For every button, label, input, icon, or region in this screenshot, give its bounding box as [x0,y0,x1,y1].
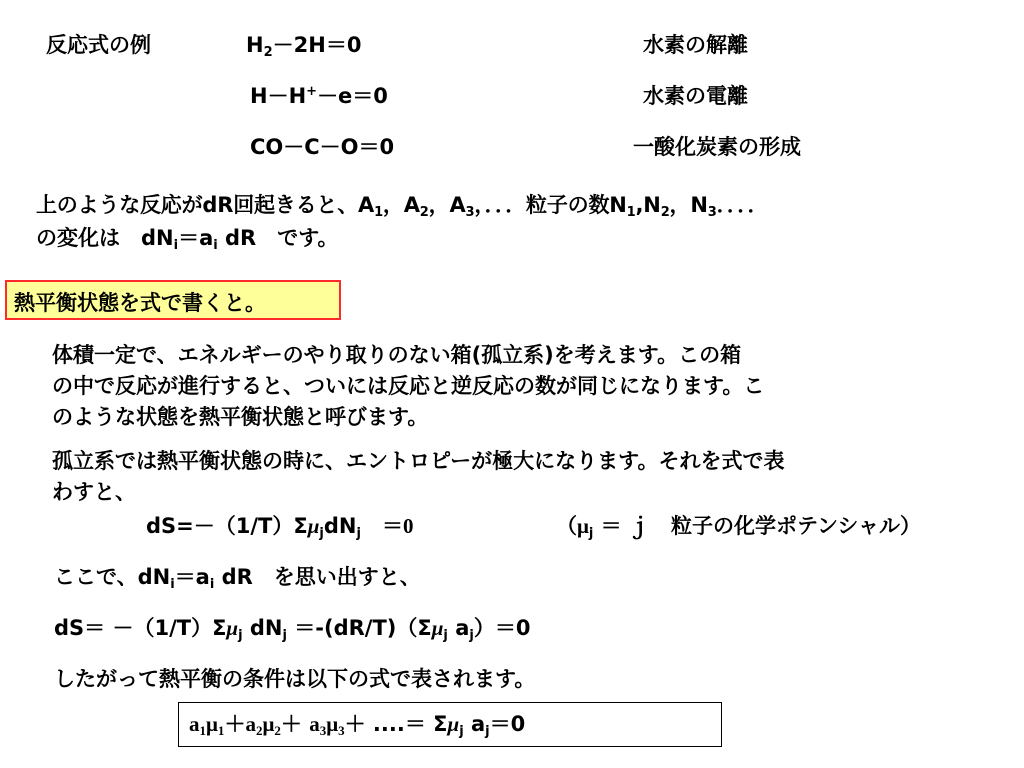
entropy-equation-expanded: $dS= -(1/T)\Sigma\mu_j$ $dN_j =-(dR/T)(\Sigma\mu_j$ $a_j)=0$ [54,616,531,643]
reaction-equation-3: CO－C－O＝0 [250,135,395,159]
para1-line2: の変化は $dN_i=a_i$ dR です。 [36,226,339,253]
para1-line1: 上のような反応がdR回起きると、$A_1$，$A_2$，$A_3$，．．．粒子の数$N_1,N_2$，$N_3$．．．． [36,193,769,220]
reaction-name-1: 水素の解離 [643,33,748,57]
equilibrium-condition-equation: $a_1\mu_1+a_2\mu_2+ a_3\mu_3+$ ....＝ $\Sigma\mu_j$ $a_j=0$ [189,712,526,739]
reaction-name-3: 一酸化炭素の形成 [633,135,801,159]
para2-line2: の中で反応が進行すると、ついには反応と逆反応の数が同じになります。こ [52,374,765,398]
reaction-heading: 反応式の例 [46,33,151,57]
entropy-equation: $dS=-(1/T)\Sigma\mu_jdN_j$ ＝0 [146,514,414,541]
reaction-equation-2: H－H+－e＝0 [250,84,388,108]
para3-line1: 孤立系では熱平衡状態の時に、エントロピーが極大になります。それを式で表 [52,449,785,473]
para2-line3: のような状態を熱平衡状態と呼びます。 [52,405,429,429]
conclusion-text: したがって熱平衡の条件は以下の式で表されます。 [54,667,536,691]
recall-line: ここで、$dN_i=a_i$ dR を思い出すと、 [54,565,421,592]
heat-equilibrium-label: 熱平衡状態を式で書くと。 [14,291,266,315]
para3-line2: わすと、 [52,480,136,504]
chemical-potential-note: （$\mu_j$ ＝ ｊ 粒子の化学ポテンシャル） [556,514,922,541]
para2-line1: 体積一定で、エネルギーのやり取りのない箱(孤立系)を考えます。この箱 [52,343,742,367]
equilibrium-condition-box [178,702,722,747]
heat-equilibrium-label-box [5,280,341,320]
reaction-name-2: 水素の電離 [643,84,748,108]
reaction-equation-1: $H_2-2H=0$ [246,33,362,60]
